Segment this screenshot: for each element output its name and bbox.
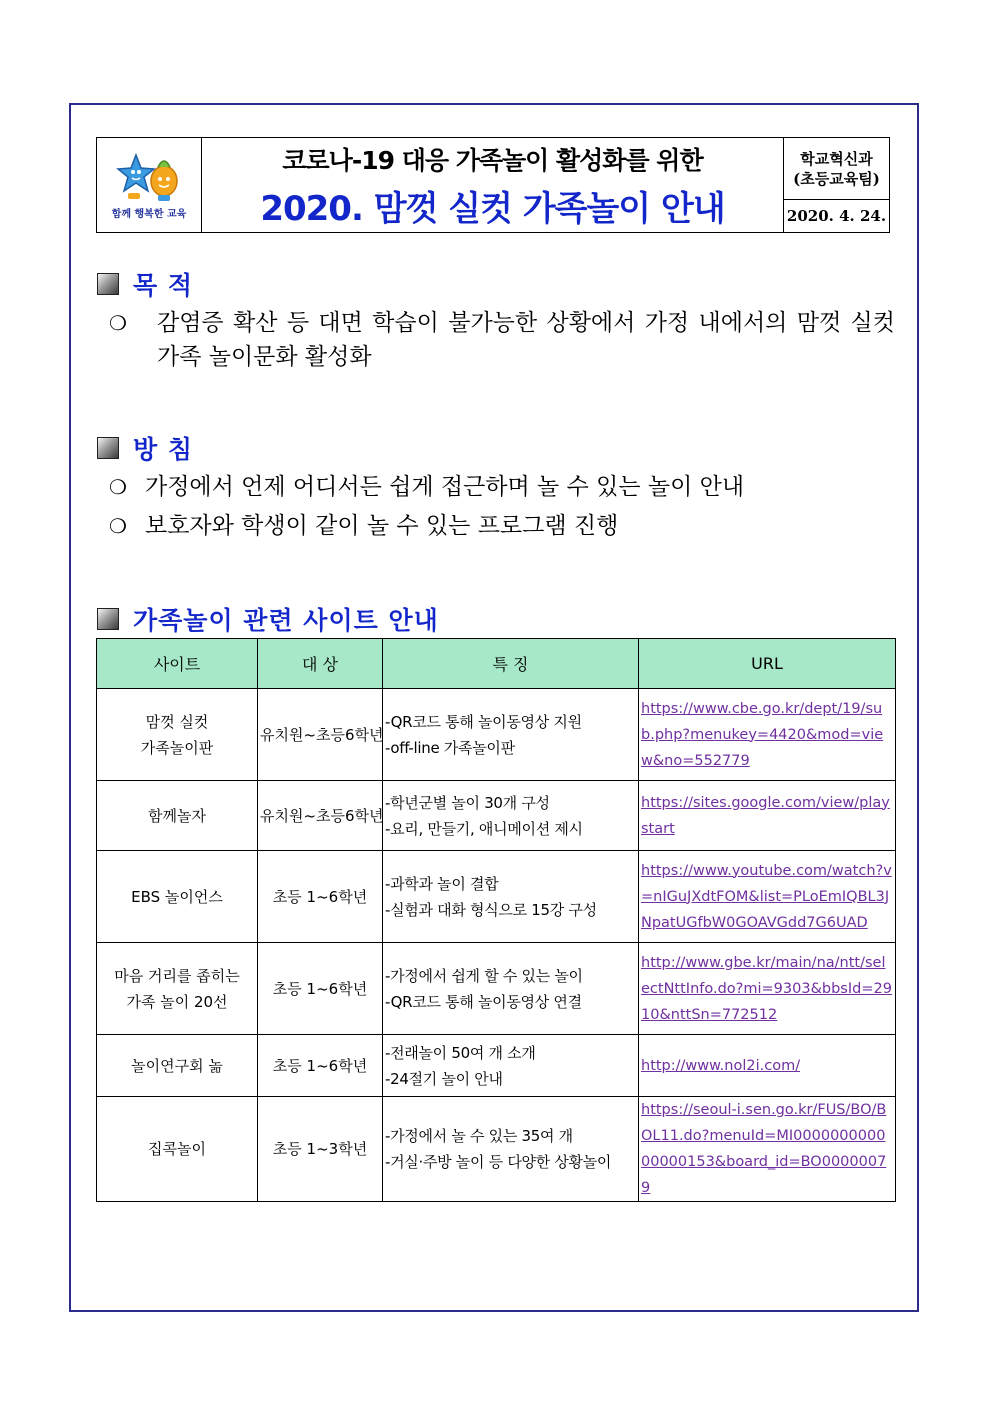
- feature-item: -QR코드 통해 놀이동영상 지원: [385, 712, 582, 731]
- section-title: 목 적: [133, 271, 194, 300]
- column-header-site: 사이트: [97, 639, 258, 689]
- square-bullet-icon: [97, 437, 119, 459]
- square-bullet-icon: [97, 608, 119, 630]
- site-link[interactable]: http://www.nol2i.com/: [641, 1057, 801, 1074]
- target-cell: 초등 1~3학년: [258, 1097, 383, 1202]
- site-name: 함께놀자: [148, 806, 206, 825]
- department: [784, 138, 889, 200]
- site-name: 맘껏 실컷: [145, 712, 209, 731]
- url-cell: [639, 781, 896, 851]
- circle-bullet-icon: ❍: [109, 311, 127, 335]
- title-cell: [202, 138, 784, 232]
- column-header-url: URL: [639, 639, 896, 689]
- department-name: 학교혁신과: [800, 149, 873, 168]
- column-header-target: 대 상: [258, 639, 383, 689]
- policy-item: [109, 470, 895, 504]
- features-cell: [383, 689, 639, 781]
- features-cell: [383, 1035, 639, 1097]
- sites-table: [96, 638, 896, 1202]
- table-row: [97, 1035, 896, 1097]
- feature-item: -실험과 대화 형식으로 15강 구성: [385, 900, 597, 919]
- site-link[interactable]: http://www.gbe.kr/main/na/ntt/selectNttInfo.do?mi=9303&bbsId=2910&nttSn=772512: [641, 954, 892, 1023]
- url-cell: [639, 689, 896, 781]
- feature-item: -요리, 만들기, 애니메이션 제시: [385, 819, 583, 838]
- features-cell: [383, 1097, 639, 1202]
- target-cell: 유치원~초등6학년: [258, 781, 383, 851]
- features-cell: [383, 851, 639, 943]
- section-title: 가족놀이 관련 사이트 안내: [133, 606, 439, 635]
- circle-bullet-icon: ❍: [109, 475, 127, 499]
- section-purpose-heading: [97, 266, 193, 302]
- target-cell: 유치원~초등6학년: [258, 689, 383, 781]
- site-name: 집콕놀이: [148, 1140, 206, 1158]
- url-cell: [639, 851, 896, 943]
- logo-cell: [97, 138, 202, 232]
- table-header-row: [97, 639, 896, 689]
- table-row: [97, 1097, 896, 1202]
- site-name: EBS 놀이언스: [131, 887, 223, 906]
- site-cell: [97, 1097, 258, 1202]
- site-cell: [97, 781, 258, 851]
- table-row: [97, 943, 896, 1035]
- feature-item: -가정에서 쉽게 할 수 있는 놀이: [385, 966, 583, 985]
- feature-item: -거실·주방 놀이 등 다양한 상황놀이: [385, 1153, 612, 1171]
- feature-item: -off-line 가족놀이판: [385, 738, 515, 757]
- url-cell: [639, 1035, 896, 1097]
- site-cell: [97, 689, 258, 781]
- section-title: 방 침: [133, 435, 194, 464]
- site-link[interactable]: https://www.cbe.go.kr/dept/19/sub.php?menukey=4420&mod=view&no=552779: [641, 700, 884, 769]
- column-header-features: 특 징: [383, 639, 639, 689]
- target-cell: 초등 1~6학년: [258, 851, 383, 943]
- site-link[interactable]: https://seoul-i.sen.go.kr/FUS/BO/BOL11.do?menuId=MI000000000000000153&board_id=BO00000079: [641, 1102, 887, 1196]
- policy-text: 가정에서 언제 어디서든 쉽게 접근하며 놀 수 있는 놀이 안내: [145, 474, 745, 500]
- purpose-text: 감염증 확산 등 대면 학습이 불가능한 상황에서 가정 내에서의 맘껏 실컷 가족 놀이문화 활성화: [157, 310, 895, 370]
- site-link[interactable]: https://www.youtube.com/watch?v=nIGuJXdtFOM&list=PLoEmIQBL3JNpatUGfbW0GOAVGdd7G6UAD: [641, 862, 892, 931]
- logo-caption: 함께 행복한 교육: [111, 208, 187, 220]
- policy-item: [109, 509, 895, 543]
- site-name: 마음 거리를 좁히는: [114, 966, 240, 985]
- site-name: 놀이연구회 놂: [131, 1056, 223, 1075]
- features-cell: [383, 943, 639, 1035]
- document-header: [96, 137, 890, 233]
- site-link[interactable]: https://sites.google.com/view/playstart: [641, 794, 890, 837]
- feature-item: -전래놀이 50여 개 소개: [385, 1043, 536, 1062]
- site-name: 가족 놀이 20선: [126, 992, 228, 1011]
- square-bullet-icon: [97, 273, 119, 295]
- table-row: [97, 689, 896, 781]
- target-cell: 초등 1~6학년: [258, 1035, 383, 1097]
- feature-item: -학년군별 놀이 30개 구성: [385, 793, 550, 812]
- feature-item: -QR코드 통해 놀이동영상 연결: [385, 992, 582, 1011]
- site-cell: [97, 1035, 258, 1097]
- department-team: (초등교육팀): [793, 169, 880, 188]
- site-name: 가족놀이판: [140, 738, 214, 757]
- section-policy-heading: [97, 430, 193, 466]
- site-cell: [97, 851, 258, 943]
- url-cell: [639, 943, 896, 1035]
- policy-text: 보호자와 학생이 같이 놀 수 있는 프로그램 진행: [145, 513, 619, 539]
- purpose-item: [109, 306, 895, 374]
- target-cell: 초등 1~6학년: [258, 943, 383, 1035]
- table-row: [97, 851, 896, 943]
- document-title: 2020. 맘껏 실컷 가족놀이 안내: [260, 188, 725, 229]
- document-date: 2020. 4. 24.: [786, 207, 887, 225]
- circle-bullet-icon: ❍: [109, 514, 127, 538]
- url-cell: [639, 1097, 896, 1202]
- feature-item: -가정에서 놀 수 있는 35여 개: [385, 1127, 573, 1145]
- site-cell: [97, 943, 258, 1035]
- section-sites-heading: [97, 601, 439, 637]
- mascot-logo-icon: [114, 151, 184, 203]
- table-row: [97, 781, 896, 851]
- feature-item: -과학과 놀이 결합: [385, 874, 499, 893]
- features-cell: [383, 781, 639, 851]
- document-subtitle: 코로나-19 대응 가족놀이 활성화를 위한: [282, 145, 703, 175]
- header-meta: [784, 138, 889, 232]
- feature-item: -24절기 놀이 안내: [385, 1069, 503, 1088]
